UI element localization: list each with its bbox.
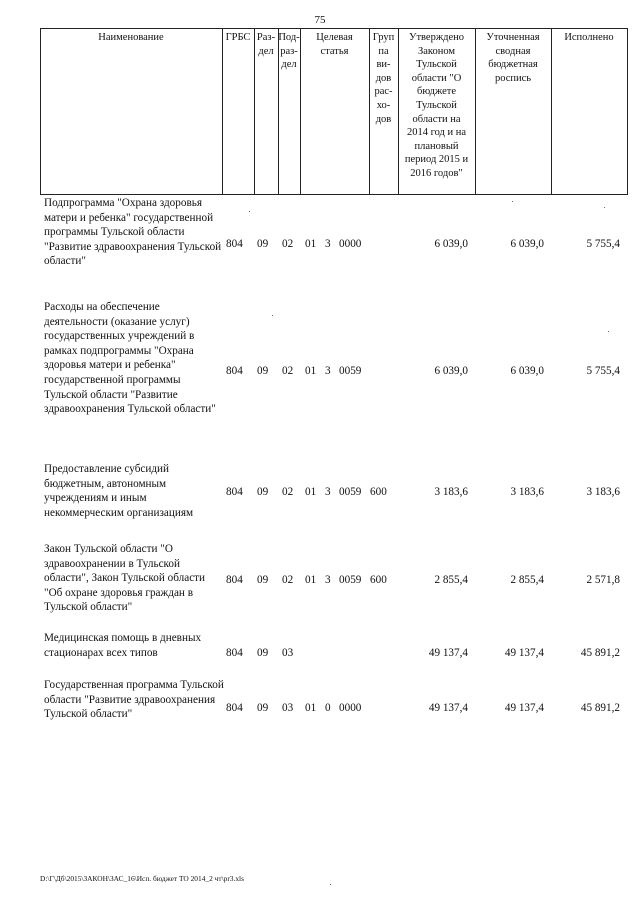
row-grbs: 804 [226,574,243,586]
header-divider [300,28,301,195]
row-approved: 2 855,4 [434,574,468,586]
header-divider [475,28,476,195]
header-group: Груп па ви- дов рас- хо- дов [369,28,398,195]
row-grbs: 804 [226,238,243,250]
row-refined: 2 855,4 [510,574,544,586]
row-target-direction: 0059 [339,574,362,586]
row-podrazdel: 02 [282,574,294,586]
header-refined: Уточненная сводная бюджетная роспись [475,28,551,195]
row-target-subprogram: 3 [325,574,331,586]
row-refined: 6 039,0 [510,365,544,377]
row-podrazdel: 02 [282,365,294,377]
row-razdel: 09 [257,647,269,659]
row-approved: 6 039,0 [434,365,468,377]
row-target-program: 01 [305,486,317,498]
file-path-footer: D:\Г\Дб\2015\ЗАКОН\ЗАС_16\Исп. бюджет ТО 2014_2 чт\pr3.xls [40,874,244,883]
row-approved: 3 183,6 [434,486,468,498]
header-executed: Исполнено [551,28,627,195]
row-target-direction: 0000 [339,702,362,714]
row-name: Предоставление субсидий бюджетным, автономным учреждениям и иным некоммерческим организациям [44,463,194,519]
row-refined: 49 137,4 [504,702,544,714]
row-razdel: 09 [257,486,269,498]
page-number: 75 [314,14,326,26]
row-grbs: 804 [226,647,243,659]
row-name: Закон Тульской области "О здравоохранении в Тульской области", Закон Тульской области "Об охране здоровья граждан в Тульской области" [44,543,206,614]
header-divider [222,28,223,195]
scan-speck [330,884,331,885]
row-expense-group: 600 [370,486,387,498]
row-razdel: 09 [257,365,269,377]
scan-speck [272,315,273,316]
row-razdel: 09 [257,238,269,250]
row-grbs: 804 [226,702,243,714]
row-approved: 49 137,4 [428,702,468,714]
row-target-program: 01 [305,238,317,250]
header-divider [40,28,41,195]
row-razdel: 09 [257,702,269,714]
row-podrazdel: 03 [282,647,294,659]
row-expense-group: 600 [370,574,387,586]
row-podrazdel: 02 [282,238,294,250]
row-executed: 3 183,6 [586,486,620,498]
row-target-program: 01 [305,365,317,377]
header-divider [254,28,255,195]
header-name: Наименование [40,28,222,195]
header-divider [278,28,279,195]
row-grbs: 804 [226,486,243,498]
row-target-direction: 0000 [339,238,362,250]
scan-speck [604,207,605,208]
row-name: Подпрограмма "Охрана здоровья матери и ребенка" государственной программы Тульской области "Развитие здравоохранения Тульской области" [44,197,222,268]
row-podrazdel: 03 [282,702,294,714]
row-target-direction: 0059 [339,486,362,498]
header-approved: Утверждено Законом Тульской области "О бюджете Тульской области на 2014 год и на плановый период 2015 и 2016 годов" [398,28,475,195]
row-target-subprogram: 3 [325,365,331,377]
header-divider [369,28,370,195]
row-name: Расходы на обеспечение деятельности (оказание услуг) государственных учреждений в рамках подпрограммы "Охрана здоровья матери и ребенка" государственной программы Тульской области "Развитие здравоохранения Тульской области" [44,301,216,416]
row-approved: 49 137,4 [428,647,468,659]
row-podrazdel: 02 [282,486,294,498]
row-grbs: 804 [226,365,243,377]
header-grbs: ГРБС [222,28,254,195]
scan-speck [512,201,513,202]
scan-speck [249,211,250,212]
row-refined: 6 039,0 [510,238,544,250]
row-executed: 2 571,8 [586,574,620,586]
row-approved: 6 039,0 [434,238,468,250]
row-target-subprogram: 3 [325,238,331,250]
row-name: Государственная программа Тульской области "Развитие здравоохранения Тульской области" [44,679,224,721]
row-executed: 45 891,2 [580,702,620,714]
row-name: Медицинская помощь в дневных стационарах всех типов [44,632,202,659]
header-podrazdel: Под- раз- дел [278,28,300,195]
scan-speck [608,331,609,332]
row-target-subprogram: 3 [325,486,331,498]
header-divider [551,28,552,195]
row-executed: 5 755,4 [586,365,620,377]
header-divider [627,28,628,195]
header-target: Целевая статья [300,28,369,195]
row-target-program: 01 [305,574,317,586]
row-target-program: 01 [305,702,317,714]
row-executed: 5 755,4 [586,238,620,250]
header-divider [398,28,399,195]
row-target-direction: 0059 [339,365,362,377]
header-razdel: Раз- дел [254,28,278,195]
row-refined: 49 137,4 [504,647,544,659]
row-razdel: 09 [257,574,269,586]
row-executed: 45 891,2 [580,647,620,659]
row-refined: 3 183,6 [510,486,544,498]
row-target-subprogram: 0 [325,702,331,714]
